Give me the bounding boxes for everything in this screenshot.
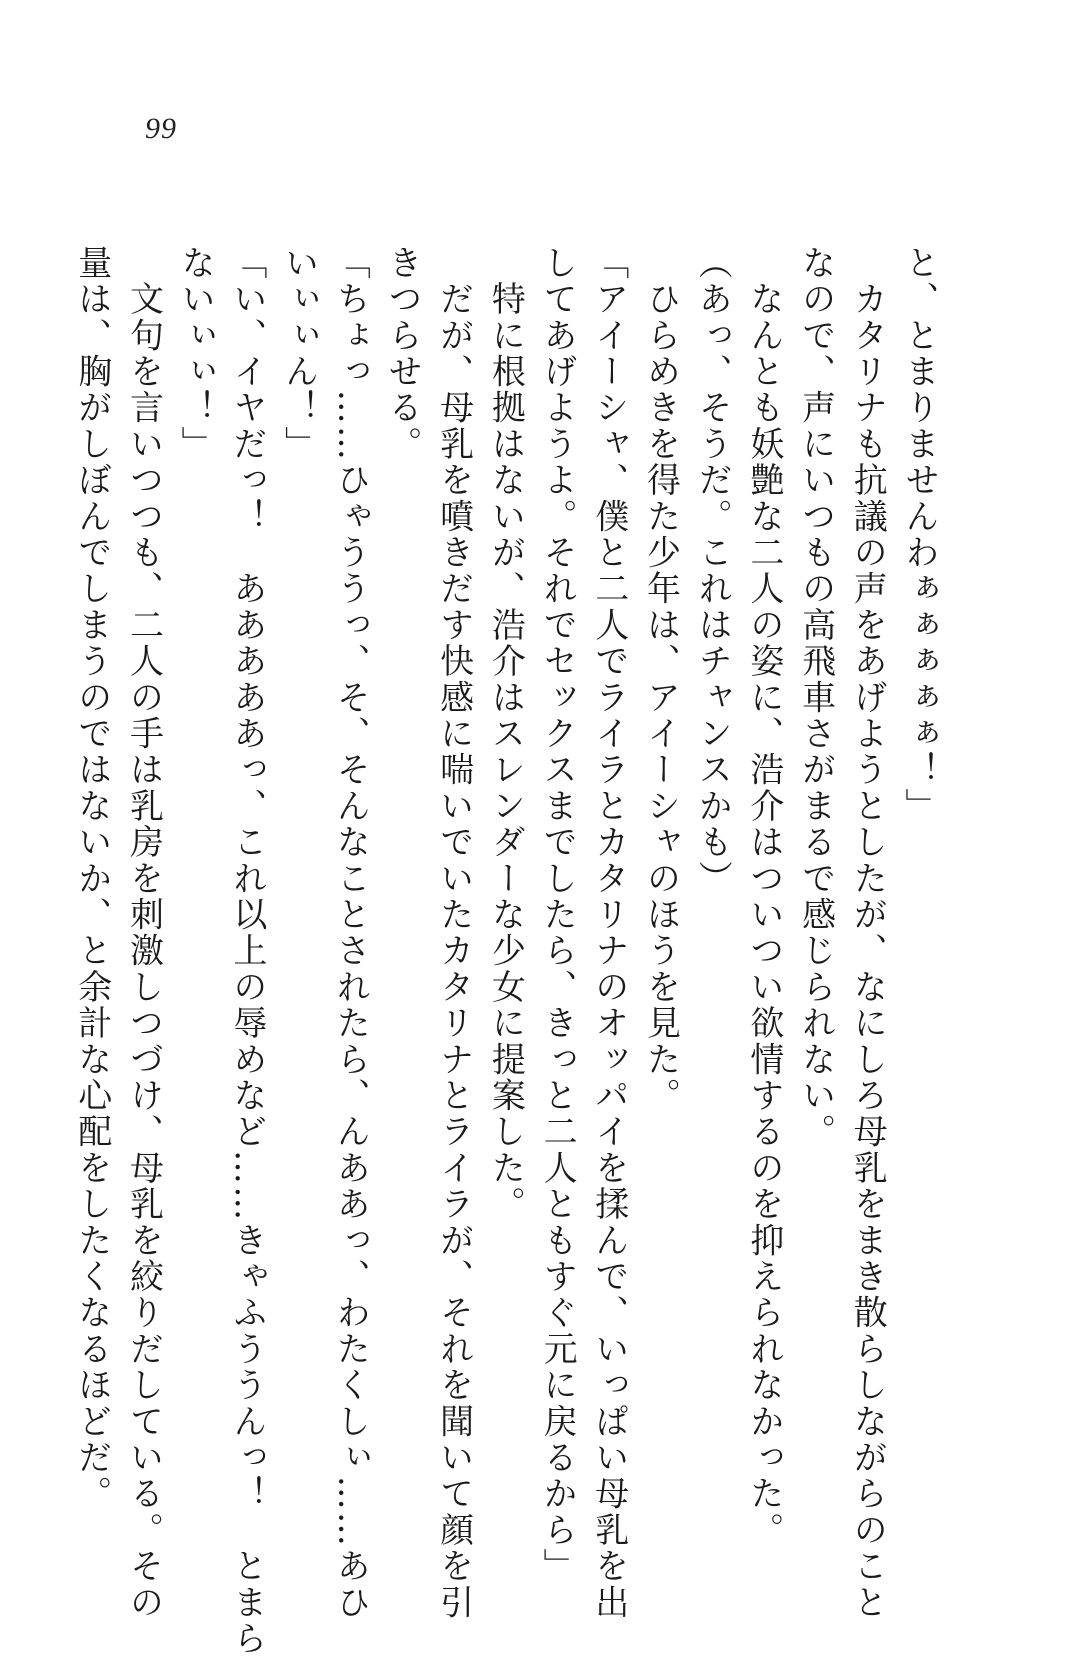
text-line: （あっ、そうだ。これはチャンスかも）: [692, 245, 733, 897]
text-line: いぃぃん！」: [278, 245, 319, 463]
text-line: なので、声にいつもの高飛車さがまるで感じられない。: [795, 245, 836, 1150]
text-line: 「い、イヤだっ！ あああああっ、これ以上の辱めなど……きゃふううんっ！ とまら: [226, 245, 267, 1657]
text-line: ひらめきを得た少年は、アイーシャのほうを見た。: [640, 245, 681, 1114]
text-line: 「ちょっ……ひゃううっ、そ、そんなことされたら、んああっ、わたくしぃ……あひ: [330, 245, 371, 1621]
text-line: カタリナも抗議の声をあげようとしたが、なにしろ母乳をまき散らしながらのこと: [847, 245, 888, 1621]
text-line: なんとも妖艶な二人の姿に、浩介はついつい欲情するのを抑えられなかった。: [743, 245, 784, 1549]
text-line: ないぃぃ！」: [175, 245, 216, 463]
text-line: 「アイーシャ、僕と二人でライラとカタリナのオッパイを揉んで、いっぱい母乳を出: [588, 245, 629, 1621]
text-line: 量は、胸がしぼんでしまうのではないか、と余計な心配をしたくなるほどだ。: [71, 245, 112, 1512]
body-text: [65, 245, 944, 1657]
text-line: 文句を言いつつも、二人の手は乳房を刺激しつづけ、母乳を絞りだしている。その: [123, 245, 164, 1621]
text-line: 特に根拠はないが、浩介はスレンダーな少女に提案した。: [485, 245, 526, 1223]
page-number: 99: [145, 112, 177, 145]
text-line: してあげようよ。それでセックスまでしたら、きっと二人ともすぐ元に戻るから」: [537, 245, 578, 1585]
text-line: きつらせる。: [381, 245, 422, 463]
text-line: と、とまりませんわぁぁぁぁぁ！」: [899, 245, 939, 825]
text-line: だが、母乳を噴きだす快感に喘いでいたカタリナとライラが、それを聞いて顔を引: [433, 245, 474, 1621]
